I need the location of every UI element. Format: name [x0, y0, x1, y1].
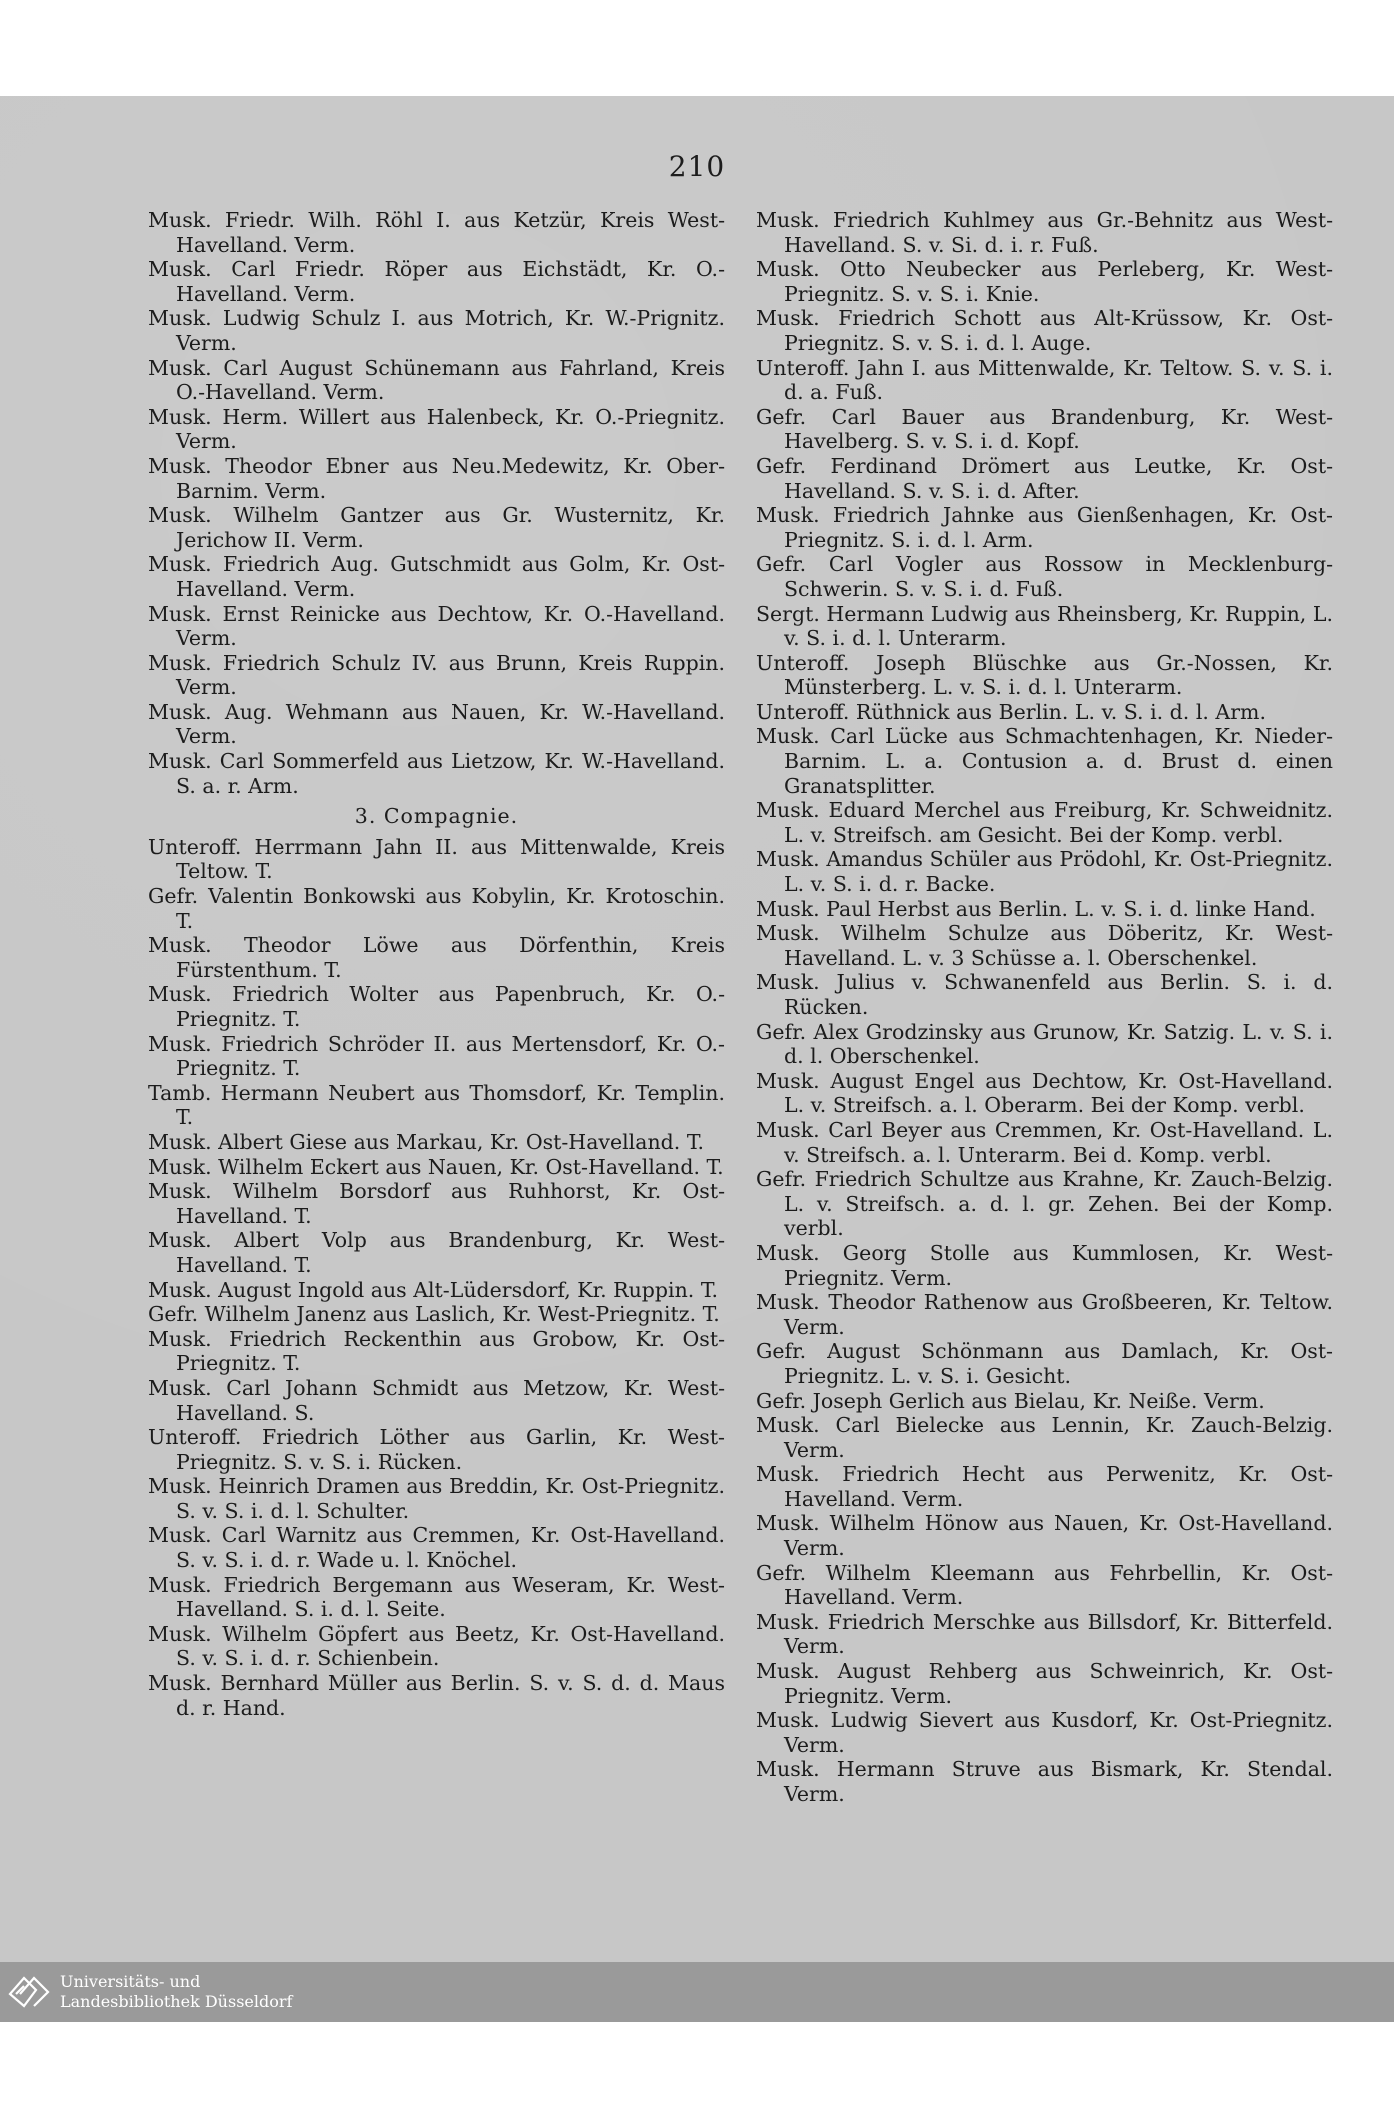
roll-entry: Musk. Albert Giese aus Markau, Kr. Ost-Havelland. T.	[148, 1129, 704, 1154]
roll-entry: Gefr. August Schönmann aus Damlach, Kr. Ost-Priegnitz. L. v. S. i. Gesicht.	[756, 1339, 1333, 1388]
roll-entry: Gefr. Carl Vogler aus Rossow in Mecklenburg-Schwerin. S. v. S. i. d. Fuß.	[756, 552, 1333, 601]
roll-entry: Musk. Carl Lücke aus Schmachtenhagen, Kr. Nieder-Barnim. L. a. Contusion a. d. Brust d. einen Granatsplitter.	[756, 724, 1333, 798]
roll-entry: Musk. Carl Johann Schmidt aus Metzow, Kr. West-Havelland. S.	[148, 1375, 725, 1425]
roll-entry: Musk. Wilhelm Gantzer aus Gr. Wusternitz, Kr. Jerichow II. Verm.	[148, 503, 725, 552]
roll-entry: Musk. Ernst Reinicke aus Dechtow, Kr. O.-Havelland. Verm.	[148, 601, 725, 651]
library-credit-line-2: Landesbibliothek Düsseldorf	[60, 1992, 293, 2011]
roll-entry: Gefr. Joseph Gerlich aus Bielau, Kr. Neiße. Verm.	[756, 1388, 1265, 1413]
roll-entry: Musk. Theodor Ebner aus Neu.Medewitz, Kr. Ober-Barnim. Verm.	[148, 453, 725, 503]
roll-entry: Gefr. Ferdinand Drömert aus Leutke, Kr. Ost-Havelland. S. v. S. i. d. After.	[756, 453, 1333, 503]
left-entries-before-heading	[148, 208, 725, 798]
roll-entry: Unteroff. Friedrich Löther aus Garlin, Kr. West-Priegnitz. S. v. S. i. Rücken.	[148, 1425, 725, 1474]
roll-entry: Musk. Albert Volp aus Brandenburg, Kr. West-Havelland. T.	[148, 1228, 725, 1277]
roll-entry: Unteroff. Jahn I. aus Mittenwalde, Kr. Teltow. S. v. S. i. d. a. Fuß.	[756, 355, 1333, 405]
roll-entry: Musk. Friedrich Schulz IV. aus Brunn, Kreis Ruppin. Verm.	[148, 650, 725, 700]
roll-entry: Musk. Carl Sommerfeld aus Lietzow, Kr. W.-Havelland. S. a. r. Arm.	[148, 749, 725, 798]
roll-entry: Musk. Friedrich Jahnke aus Gienßenhagen, Kr. Ost-Priegnitz. S. i. d. l. Arm.	[756, 503, 1333, 552]
roll-entry: Musk. August Ingold aus Alt-Lüdersdorf, Kr. Ruppin. T.	[148, 1277, 719, 1302]
roll-entry: Musk. Friedrich Aug. Gutschmidt aus Golm, Kr. Ost-Havelland. Verm.	[148, 552, 725, 601]
roll-entry: Musk. Friedrich Schott aus Alt-Krüssow, Kr. Ost-Priegnitz. S. v. S. i. d. l. Auge.	[756, 306, 1333, 355]
roll-entry: Musk. August Engel aus Dechtow, Kr. Ost-Havelland. L. v. Streifsch. a. l. Oberarm. Bei der Komp. verbl.	[756, 1068, 1333, 1118]
roll-entry: Musk. Heinrich Dramen aus Breddin, Kr. Ost-Priegnitz. S. v. S. i. d. l. Schulter.	[148, 1474, 725, 1523]
roll-entry: Musk. Paul Herbst aus Berlin. L. v. S. i. d. linke Hand.	[756, 896, 1316, 921]
roll-entry: Sergt. Hermann Ludwig aus Rheinsberg, Kr. Ruppin, L. v. S. i. d. l. Unterarm.	[756, 601, 1333, 651]
roll-entry: Musk. Carl August Schünemann aus Fahrland, Kreis O.-Havelland. Verm.	[148, 355, 725, 405]
roll-entry: Musk. Ludwig Sievert aus Kusdorf, Kr. Ost-Priegnitz. Verm.	[756, 1708, 1333, 1757]
roll-entry: Musk. Carl Warnitz aus Cremmen, Kr. Ost-Havelland. S. v. S. i. d. r. Wade u. l. Knöchel.	[148, 1523, 725, 1573]
roll-entry: Musk. Friedrich Wolter aus Papenbruch, Kr. O.-Priegnitz. T.	[148, 982, 725, 1031]
roll-entry: Musk. Hermann Struve aus Bismark, Kr. Stendal. Verm.	[756, 1757, 1333, 1806]
roll-entry: Musk. Carl Friedr. Röper aus Eichstädt, Kr. O.-Havelland. Verm.	[148, 257, 725, 306]
roll-entry: Musk. Aug. Wehmann aus Nauen, Kr. W.-Havelland. Verm.	[148, 699, 725, 749]
roll-entry: Unteroff. Herrmann Jahn II. aus Mittenwalde, Kreis Teltow. T.	[148, 834, 725, 884]
top-margin	[0, 0, 1394, 96]
roll-entry: Musk. August Rehberg aus Schweinrich, Kr. Ost-Priegnitz. Verm.	[756, 1659, 1333, 1708]
roll-entry: Musk. Friedrich Schröder II. aus Mertensdorf, Kr. O.-Priegnitz. T.	[148, 1031, 725, 1081]
roll-entry: Gefr. Wilhelm Janenz aus Laslich, Kr. West-Priegnitz. T.	[148, 1302, 720, 1327]
roll-entry: Musk. Friedrich Kuhlmey aus Gr.-Behnitz aus West-Havelland. S. v. Si. d. i. r. Fuß.	[756, 208, 1333, 257]
roll-entry: Musk. Georg Stolle aus Kummlosen, Kr. West-Priegnitz. Verm.	[756, 1240, 1333, 1290]
roll-entry: Musk. Bernhard Müller aus Berlin. S. v. S. d. d. Maus d. r. Hand.	[148, 1671, 725, 1720]
roll-entry: Musk. Friedrich Hecht aus Perwenitz, Kr. Ost-Havelland. Verm.	[756, 1462, 1333, 1511]
roll-entry: Musk. Eduard Merchel aus Freiburg, Kr. Schweidnitz. L. v. Streifsch. am Gesicht. Bei der Komp. verbl.	[756, 798, 1333, 847]
roll-entry: Tamb. Hermann Neubert aus Thomsdorf, Kr. Templin. T.	[148, 1080, 725, 1130]
roll-entry: Musk. Amandus Schüler aus Prödohl, Kr. Ost-Priegnitz. L. v. S. i. d. r. Backe.	[756, 847, 1333, 897]
library-credit	[60, 1972, 292, 2012]
roll-entry: Musk. Friedrich Bergemann aus Weseram, Kr. West-Havelland. S. i. d. l. Seite.	[148, 1572, 725, 1622]
roll-entry: Musk. Wilhelm Hönow aus Nauen, Kr. Ost-Havelland. Verm.	[756, 1511, 1333, 1561]
roll-entry: Musk. Friedrich Merschke aus Billsdorf, Kr. Bitterfeld. Verm.	[756, 1609, 1333, 1659]
roll-entry: Musk. Carl Beyer aus Cremmen, Kr. Ost-Havelland. L. v. Streifsch. a. l. Unterarm. Bei d. Komp. verbl.	[756, 1117, 1333, 1167]
right-entries	[756, 208, 1333, 1807]
roll-entry: Unteroff. Joseph Blüschke aus Gr.-Nossen, Kr. Münsterberg. L. v. S. i. d. l. Unterarm.	[756, 650, 1333, 700]
roll-entry: Gefr. Wilhelm Kleemann aus Fehrbellin, Kr. Ost-Havelland. Verm.	[756, 1560, 1333, 1610]
roll-entry: Musk. Theodor Löwe aus Dörfenthin, Kreis Fürstenthum. T.	[148, 933, 725, 982]
roll-entry: Musk. Wilhelm Schulze aus Döberitz, Kr. West-Havelland. L. v. 3 Schüsse a. l. Oberschenkel.	[756, 921, 1333, 970]
roll-entry: Musk. Friedrich Reckenthin aus Grobow, Kr. Ost-Priegnitz. T.	[148, 1326, 725, 1376]
roll-entry: Musk. Herm. Willert aus Halenbeck, Kr. O.-Priegnitz. Verm.	[148, 404, 725, 454]
roll-entry: Gefr. Friedrich Schultze aus Krahne, Kr. Zauch-Belzig. L. v. Streifsch. a. d. l. gr. Zehen. Bei der Komp. verbl.	[756, 1167, 1333, 1241]
roll-entry: Musk. Ludwig Schulz I. aus Motrich, Kr. W.-Prignitz. Verm.	[148, 306, 725, 355]
roll-entry: Musk. Carl Bielecke aus Lennin, Kr. Zauch-Belzig. Verm.	[756, 1413, 1333, 1462]
left-entries-after-heading	[148, 835, 725, 1720]
roll-entry: Musk. Julius v. Schwanenfeld aus Berlin. S. i. d. Rücken.	[756, 970, 1333, 1019]
roll-entry: Musk. Wilhelm Eckert aus Nauen, Kr. Ost-Havelland. T.	[148, 1154, 724, 1179]
roll-entry: Musk. Wilhelm Göpfert aus Beetz, Kr. Ost-Havelland. S. v. S. i. d. r. Schienbein.	[148, 1621, 725, 1671]
left-column	[148, 208, 725, 1720]
roll-entry: Musk. Otto Neubecker aus Perleberg, Kr. West-Priegnitz. S. v. S. i. Knie.	[756, 257, 1333, 306]
library-logo-icon	[6, 1972, 52, 2012]
page-number: 210	[668, 150, 726, 183]
roll-entry: Musk. Wilhelm Borsdorf aus Ruhhorst, Kr. Ost-Havelland. T.	[148, 1179, 725, 1228]
roll-entry: Musk. Friedr. Wilh. Röhl I. aus Ketzür, Kreis West-Havelland. Verm.	[148, 208, 725, 257]
right-column	[756, 208, 1333, 1807]
roll-entry: Gefr. Alex Grodzinsky aus Grunow, Kr. Satzig. L. v. S. i. d. l. Oberschenkel.	[756, 1019, 1333, 1069]
library-credit-line-1: Universitäts- und	[60, 1972, 201, 1991]
section-heading: 3. Compagnie.	[354, 804, 519, 829]
roll-entry: Gefr. Carl Bauer aus Brandenburg, Kr. West-Havelberg. S. v. S. i. d. Kopf.	[756, 404, 1333, 454]
roll-entry: Musk. Theodor Rathenow aus Großbeeren, Kr. Teltow. Verm.	[756, 1290, 1333, 1339]
roll-entry: Unteroff. Rüthnick aus Berlin. L. v. S. i. d. l. Arm.	[756, 699, 1266, 724]
roll-entry: Gefr. Valentin Bonkowski aus Kobylin, Kr. Krotoschin. T.	[148, 884, 725, 933]
